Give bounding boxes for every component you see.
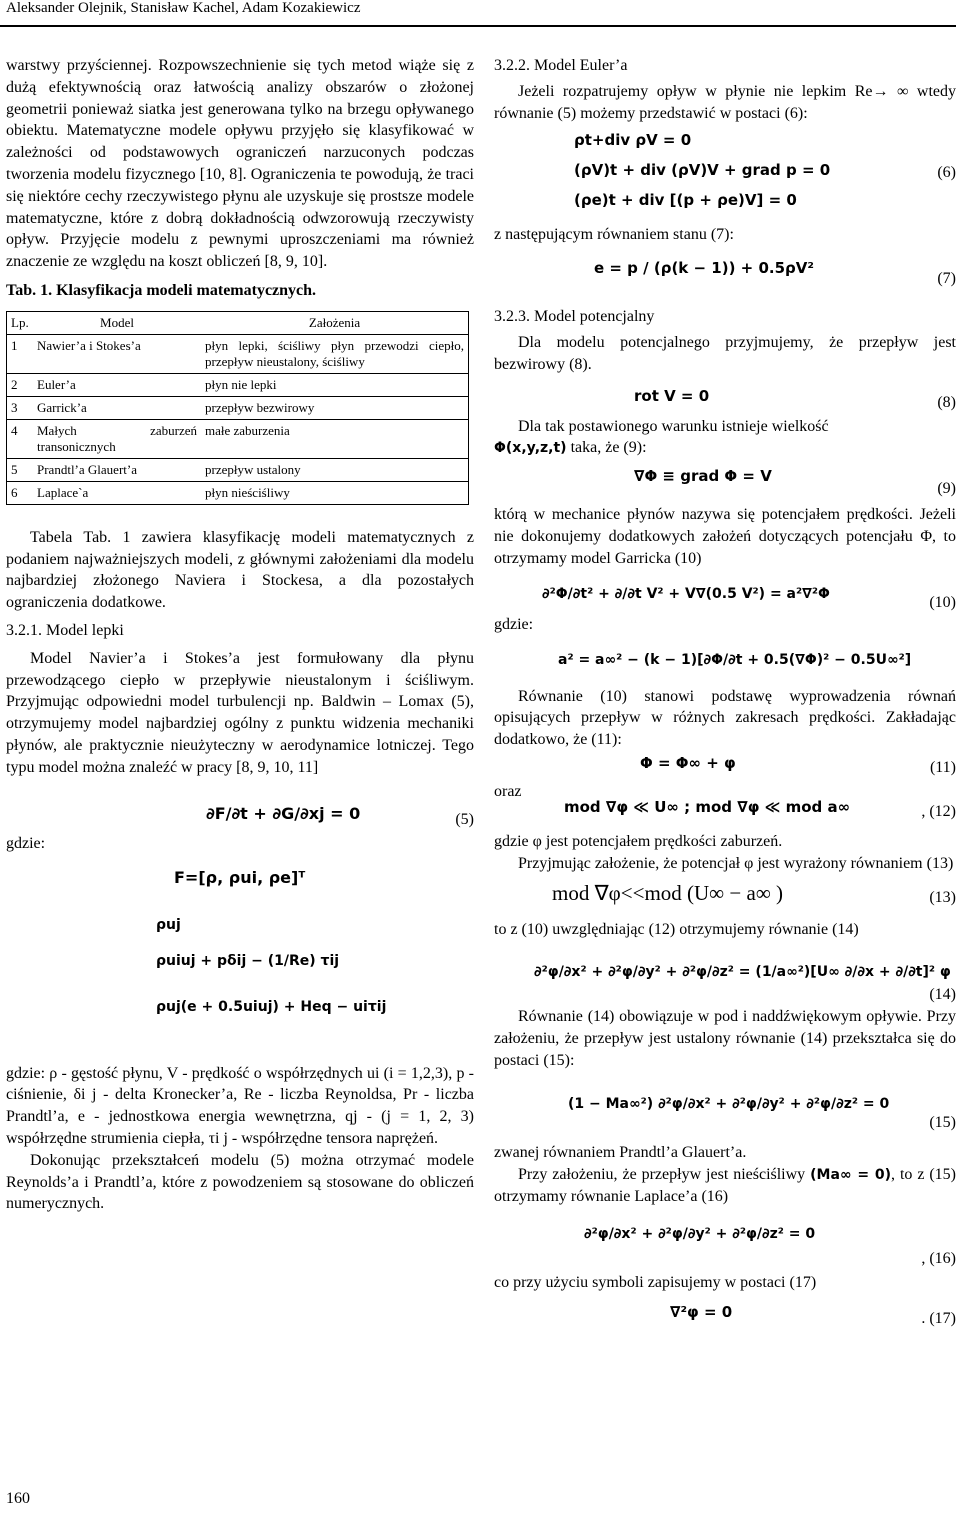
table-row: [7, 481, 469, 504]
table-cell: Małych zaburzeń transonicznych: [33, 419, 201, 458]
equation-5: [6, 789, 474, 852]
table-header-row: [7, 311, 469, 334]
table-header-cell: Lp.: [7, 311, 34, 334]
equation-17: [494, 1294, 956, 1338]
equation-15-formula: (1 − Ma∞²) ∂²φ/∂x² + ∂²φ/∂y² + ∂²φ/∂z² = 0: [568, 1095, 890, 1112]
equation-6a: ρt+div ρV = 0: [574, 131, 692, 150]
equation-10b-formula: a² = a∞² − (k − 1)[∂Φ/∂t + 0.5(∇Φ)² − 0.5U∞²]: [558, 651, 912, 668]
equation-number: (9): [937, 480, 956, 498]
table-row: [7, 373, 469, 396]
equation-5-formula: ∂F/∂t + ∂G/∂xj = 0: [206, 803, 361, 823]
table-cell: Euler’a: [33, 373, 201, 396]
paragraph: [494, 1164, 956, 1209]
table-cell: płyn nieściśliwy: [201, 481, 469, 504]
equation-number: . (17): [921, 1309, 956, 1327]
equation-10: [494, 570, 956, 682]
table-cell: Nawier’a i Stokes’a: [33, 334, 201, 373]
paragraph: zwanej równaniem Prandtl’a Glauert’a.: [494, 1143, 747, 1161]
equation-14: [494, 940, 956, 1006]
equation-11: [494, 751, 956, 779]
paragraph: Model Navier’a i Stokes’a jest formułowany dla płynu przewodzącego ciepło w przepływie nieustalonym i ściśliwym. Przyjmując odpowiedni model turbulencji np. Baldwin – Lomax (5), otrzymujemy model najbardziej ogólny z punktu widzenia mechaniki płynów, ale praktycznie nieużyteczny w aerodynamice lotniczej. Tego typu model można znaleźć w pracy [8, 9, 10, 11]: [6, 649, 474, 776]
equation-G-row3: ρuj(e + 0.5uiuj) + Heq − uiτij: [156, 998, 387, 1015]
table-cell: płyn lepki, ściśliwy płyn przewodzi ciepło, przepływ nieustalony, ściśliwy: [201, 334, 469, 373]
paragraph-text: Przy założeniu, że przepływ jest nieściśliwy: [518, 1165, 806, 1183]
paragraph: Przyjmując założenie, że potencjał φ jest wyrażony równaniem (13): [518, 854, 954, 872]
table-row: [7, 396, 469, 419]
header-rule: [0, 25, 956, 27]
classification-table: [6, 311, 469, 505]
paragraph: [494, 437, 956, 460]
equation-11-formula: Φ = Φ∞ + φ: [640, 753, 736, 772]
paragraph: Równanie (14) obowiązuje w pod i naddźwiękowym opływie. Przy założeniu, że przepływ jest ustalony równanie (14) przekształca się do postaci (15):: [494, 1008, 956, 1069]
table-row: [7, 458, 469, 481]
table-cell: Garrick’a: [33, 396, 201, 419]
paragraph: gdzie φ jest potencjałem prędkości zaburzeń.: [494, 832, 783, 850]
mach-zero-formula: (Ma∞ = 0): [810, 1166, 892, 1183]
paragraph: Tabela Tab. 1 zawiera klasyfikację modeli matematycznych z podaniem najważniejszych modeli, z głównymi założeniami dla modelu najbardziej złożonego Naviera i Stockesa, a dla pozostałych ograniczenia dodatkowe.: [6, 528, 474, 612]
equation-15: [494, 1072, 956, 1142]
equation-16-formula: ∂²φ/∂x² + ∂²φ/∂y² + ∂²φ/∂z² = 0: [584, 1226, 816, 1243]
equation-14-formula: ∂²φ/∂x² + ∂²φ/∂y² + ∂²φ/∂z² = (1/a∞²)[U∞ ∂/∂x + ∂/∂t]² φ: [534, 964, 951, 981]
equation-9-formula: ∇Φ ≡ grad Φ = V: [634, 467, 772, 486]
equation-8-formula: rot V = 0: [634, 386, 710, 405]
table-cell: 2: [7, 373, 34, 396]
equation-F: F=[ρ, ρui, ρe]ᵀ: [174, 867, 306, 887]
table-row: [7, 419, 469, 458]
equation-G-row2: ρuiuj + pδij − (1/Re) τij: [156, 952, 340, 969]
equation-8: [494, 376, 956, 416]
equation-13: [494, 875, 956, 919]
table-cell: płyn nie lepki: [201, 373, 469, 396]
table-cell: małe zaburzenia: [201, 419, 469, 458]
left-column: [6, 55, 474, 1215]
gdzie-label: gdzie:: [6, 834, 46, 852]
table-header-cell: Założenia: [201, 311, 469, 334]
paragraph: Dokonując przekształceń modelu (5) można otrzymać modele Reynolds’a i Prandtl’a, które z powodzeniem są stosowane do obliczeń numerycznych.: [6, 1151, 474, 1213]
equation-number: (11): [929, 758, 956, 776]
paragraph: Jeżeli rozpatrujemy opływ w płynie nie lepkim Re→ ∞ wtedy równanie (5) możemy przedstawić w postaci (6):: [494, 82, 956, 122]
paragraph-continuation: , to z (15) otrzymamy równanie Laplace’a (16): [494, 1165, 957, 1206]
right-column: [494, 55, 956, 1338]
table-cell: Prandtl’a Glauert’a: [33, 458, 201, 481]
section-heading: 3.2.1. Model lepki: [6, 621, 124, 639]
equation-6b: (ρV)t + div (ρV)V + grad p = 0: [574, 161, 831, 180]
equation-12-formula: mod ∇φ ≪ U∞ ; mod ∇φ ≪ mod a∞: [564, 797, 851, 816]
table-cell: 5: [7, 458, 34, 481]
equation-17-formula: ∇²φ = 0: [670, 1302, 733, 1321]
equation-7-formula: e = p / (ρ(k − 1)) + 0.5ρV²: [594, 259, 814, 278]
paragraph: warstwy przyściennej. Rozpowszechnienie się tych metod wiąże się z dużą efektywnością oraz łatwością analizy obszarów o złożonej geometrii ponieważ siatka jest generowana tylko na brzegu opływanego obiektu. Matematyczne modele opływu przyjęło się klasyfikować w zależności od podstawowych ograniczeń narzuconych podczas tworzenia modelu fizycznego [10, 8]. Ograniczenia te powodują, że traci się niektóre cechy rzeczywistego płynu ale uzyskuje się prostsze modele matematyczne, które z dobrą dokładnością odwzorowują rzeczywisty opływ. Przyjęcie modelu z pewnymi uproszczeniami ma również znaczenie ze względu na koszt obliczeń [8, 9, 10].: [6, 57, 474, 271]
table-header-cell: Model: [33, 311, 201, 334]
section-heading: 3.2.2. Model Euler’a: [494, 57, 628, 74]
paragraph: Dla tak postawionego warunku istnieje wielkość: [518, 417, 829, 435]
equation-number: , (12): [921, 802, 956, 820]
equation-number: (15): [929, 1113, 956, 1131]
page-number: 160: [6, 1490, 30, 1507]
equation-number: , (16): [921, 1250, 956, 1268]
paragraph: to z (10) uwzględniając (12) otrzymujemy równanie (14): [494, 920, 859, 938]
gdzie-label: gdzie:: [494, 615, 534, 633]
table-cell: 3: [7, 396, 34, 419]
table-cell: Laplace`a: [33, 481, 201, 504]
equation-10-formula: ∂²Φ/∂t² + ∂/∂t V² + V∇(0.5 V²) = a²∇²Φ: [542, 585, 830, 602]
section-heading: 3.2.3. Model potencjalny: [494, 308, 655, 326]
equation-13-formula: mod ∇φ<<mod (U∞ − a∞ ): [552, 880, 784, 905]
table-cell: 1: [7, 334, 34, 373]
paragraph-continuation: taka, że (9):: [570, 439, 647, 457]
equation-7: [494, 246, 956, 306]
equation-number: (10): [929, 593, 956, 611]
running-header: Aleksander Olejnik, Stanisław Kachel, Adam Kozakiewicz: [6, 0, 361, 16]
flux-definitions: [6, 845, 474, 1055]
equation-G-row1: ρuj: [156, 916, 181, 933]
table-cell: przepływ bezwirowy: [201, 396, 469, 419]
equation-number: (8): [937, 393, 956, 411]
phi-symbol: Φ(x,y,z,t): [494, 440, 567, 457]
paragraph: Równanie (10) stanowi podstawę wyprowadzenia równań opisujących przepływ w różnych zakresach prędkości. Zakładając dodatkowo, że (11):: [494, 687, 956, 749]
equation-16: [494, 1208, 956, 1272]
paragraph: co przy użyciu symboli zapisujemy w postaci (17): [494, 1274, 817, 1292]
paragraph: gdzie: ρ - gęstość płynu, V - prędkość o współrzędnych ui (i = 1,2,3), p - ciśnienie, δi j - delta Kronecker’a, Re - liczba Reynoldsa, Pr - liczba Prandtl’a, e - jednostkowa energia wewnętrzna, qj - (j = 1, 2, 3) współrzędne strumienia ciepła, τi j - współrzędne tensora naprężeń.: [6, 1064, 474, 1147]
paragraph: którą w mechanice płynów nazywa się potencjałem prędkości. Jeżeli nie dokonujemy dodatkowych założeń dotyczących potencjału Φ, to otrzymamy model Garricka (10): [494, 506, 956, 567]
equation-number: (5): [455, 810, 474, 828]
equation-9: [494, 460, 956, 504]
table-cell: przepływ ustalony: [201, 458, 469, 481]
equation-number: (14): [929, 986, 956, 1004]
paragraph: z następującym równaniem stanu (7):: [494, 226, 734, 244]
equation-number: (6): [937, 164, 956, 182]
equation-6: [494, 124, 956, 224]
equation-6c: (ρe)t + div [(p + ρe)V] = 0: [574, 191, 797, 210]
table-caption: Tab. 1. Klasyfikacja modeli matematycznych.: [6, 281, 317, 299]
equation-12: [494, 779, 956, 831]
table-cell: 4: [7, 419, 34, 458]
equation-number: (13): [929, 888, 956, 906]
paragraph: Dla modelu potencjalnego przyjmujemy, że przepływ jest bezwirowy (8).: [494, 333, 956, 373]
table-row: [7, 334, 469, 373]
table-cell: 6: [7, 481, 34, 504]
equation-number: (7): [937, 270, 956, 288]
oraz-label: oraz: [494, 782, 522, 800]
